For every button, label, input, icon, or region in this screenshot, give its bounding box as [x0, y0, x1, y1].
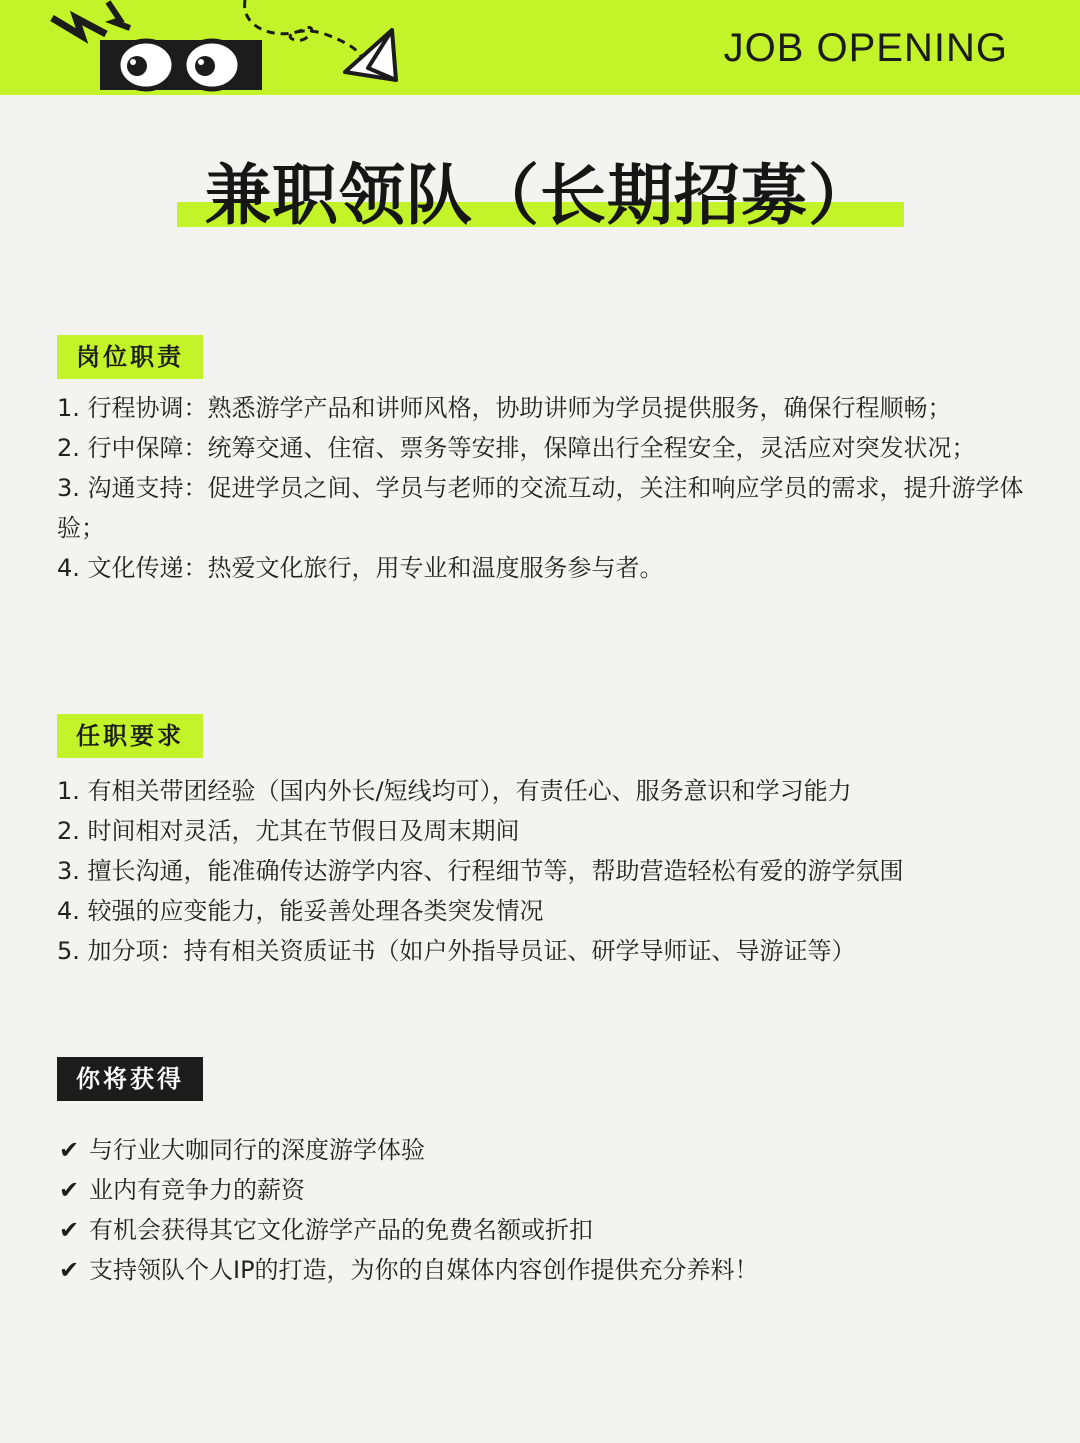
cartoon-eyes-icon: [40, 0, 420, 95]
title-block: [0, 140, 1080, 240]
list-item: 1. 行程协调：熟悉游学产品和讲师风格，协助讲师为学员提供服务，确保行程顺畅；: [57, 394, 952, 422]
lightning-icon: [52, 18, 106, 36]
duties-list: [57, 388, 1027, 588]
benefit-text: 支持领队个人IP的打造，为你的自媒体内容创作提供充分养料！: [89, 1256, 759, 1284]
list-item: 2. 行中保障：统筹交通、住宿、票务等安排，保障出行全程安全，灵活应对突发状况；: [57, 434, 976, 462]
list-item: [57, 1210, 1027, 1250]
job-opening-label: JOB OPENING: [723, 26, 1008, 70]
list-item: 1. 有相关带团经验（国内外长/短线均可），有责任心、服务意识和学习能力: [57, 777, 852, 805]
list-item: [57, 1170, 1027, 1210]
list-item: 3. 擅长沟通，能准确传达游学内容、行程细节等，帮助营造轻松有爱的游学氛围: [57, 857, 904, 885]
benefit-text: 与行业大咖同行的深度游学体验: [89, 1136, 425, 1164]
paper-plane-icon: [345, 30, 396, 80]
checkmark-icon: ✔: [59, 1176, 80, 1204]
page-title: 兼职领队（长期招募）: [205, 157, 875, 234]
section-tag-benefits: 你将获得: [57, 1057, 203, 1101]
list-item: 4. 文化传递：热爱文化旅行，用专业和温度服务参与者。: [57, 554, 664, 582]
list-item: 3. 沟通支持：促进学员之间、学员与老师的交流互动，关注和响应学员的需求，提升游学体验；: [57, 474, 1024, 542]
checkmark-icon: ✔: [59, 1136, 80, 1164]
top-banner: [0, 0, 1080, 95]
checkmark-icon: ✔: [59, 1256, 80, 1284]
list-item: 2. 时间相对灵活，尤其在节假日及周末期间: [57, 817, 520, 845]
benefit-text: 有机会获得其它文化游学产品的免费名额或折扣: [89, 1216, 593, 1244]
list-item: 4. 较强的应变能力，能妥善处理各类突发情况: [57, 897, 544, 925]
list-item: [57, 1250, 1027, 1290]
section-tag-requirements: 任职要求: [57, 714, 203, 758]
benefits-list: [57, 1130, 1027, 1290]
section-tag-duties: 岗位职责: [57, 335, 203, 379]
benefit-text: 业内有竞争力的薪资: [89, 1176, 305, 1204]
requirements-list: [57, 771, 1027, 971]
list-item: [57, 1130, 1027, 1170]
list-item: 5. 加分项：持有相关资质证书（如户外指导员证、研学导师证、导游证等）: [57, 937, 856, 965]
checkmark-icon: ✔: [59, 1216, 80, 1244]
